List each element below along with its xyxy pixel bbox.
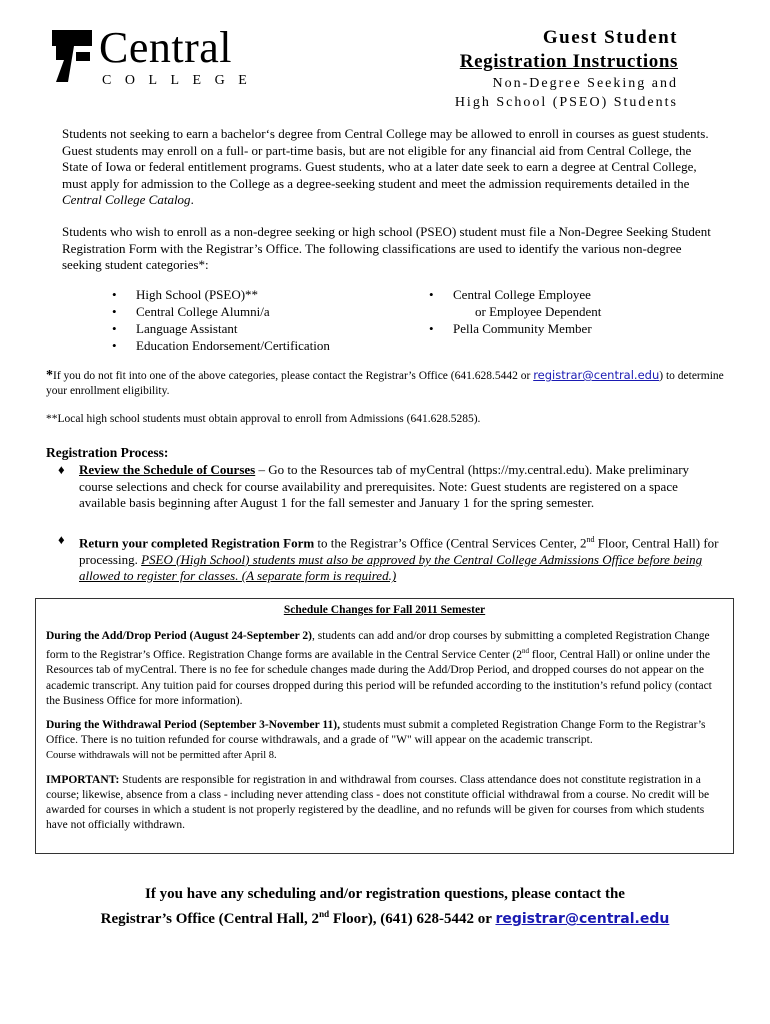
- bullet-icon: •: [429, 287, 434, 302]
- category-label: Language Assistant: [136, 321, 238, 336]
- category-label: Central College Alumni/a: [136, 304, 270, 319]
- pseo-requirement: PSEO (High School) students must also be approved by the Central College Admissions Office before being allowed to register for classes. (A separate form is required.): [79, 551, 703, 584]
- category-label: Pella Community Member: [453, 321, 592, 336]
- registration-process-heading: Registration Process:: [46, 445, 169, 460]
- bullet-icon: •: [429, 321, 434, 336]
- list-item: [112, 303, 392, 320]
- document-title: Guest Student: [542, 27, 678, 48]
- category-label: Education Endorsement/Certification: [136, 338, 330, 353]
- note-text-end: ) to determine your enrollment eligibility.: [46, 370, 724, 398]
- audience-line-2: High School (PSEO) Students: [454, 95, 678, 110]
- step-title: Review the Schedule of Courses: [79, 462, 256, 477]
- intro-period: .: [190, 192, 194, 208]
- bullet-icon: •: [112, 304, 117, 319]
- withdrawal-heading: During the Withdrawal Period (September 3-November 11),: [46, 719, 340, 732]
- intro-paragraph-2: Students who wish to enroll as a non-degree seeking or high school (PSEO) student must file a Non-Degree Seeking Student Registration Form with the Registrar’s Office. The following classifications are used to identify the various non-degree seeking student categories*:: [62, 224, 711, 273]
- footer-line-2: [30, 904, 740, 929]
- ordinal-suffix: nd: [319, 909, 330, 919]
- intro-paragraph-1: [62, 126, 712, 209]
- add-drop-paragraph: [46, 629, 723, 709]
- add-drop-text-continued: floor, Central Hall) or online under the Resources tab of myCentral. There is no fee for schedule changes made during the Add/Drop Period, and dropped courses do not appear on the academic transcript. Any tuition paid for courses dropped during this period will be refunded according to the institution’s refund policy (contact the Business Office for more information).: [46, 649, 712, 707]
- college-logo-icon: [52, 30, 92, 82]
- step-text: to the Registrar’s Office (Central Services Center, 2: [314, 535, 587, 551]
- bullet-icon: •: [112, 287, 117, 302]
- list-item: [112, 337, 392, 354]
- step-title: Return your completed Registration Form: [79, 535, 315, 551]
- category-label-continued: or Employee Dependent: [475, 304, 602, 319]
- registration-steps: [46, 462, 726, 585]
- bullet-icon: •: [112, 338, 117, 353]
- footer-line-1: If you have any scheduling and/or registration questions, please contact the: [145, 886, 625, 902]
- footer-text: Registrar’s Office (Central Hall, 2: [100, 911, 320, 927]
- ordinal-suffix: nd: [522, 647, 530, 656]
- logo-wordmark: Central: [99, 23, 233, 72]
- contact-footer: [30, 884, 740, 929]
- ordinal-suffix: nd: [586, 534, 595, 544]
- important-heading: IMPORTANT:: [46, 773, 120, 786]
- add-drop-text: , students can add and/or drop courses by submitting a completed Registration Change form to the Registrar’s Office. Registration Change forms are available in the Central Service Center (2: [46, 630, 710, 662]
- audience-line-1: Non-Degree Seeking and: [492, 76, 678, 91]
- footer-text-continued: Floor), (641) 628-5442 or: [329, 911, 496, 927]
- category-list-right: [429, 286, 719, 337]
- college-logo: [52, 23, 262, 92]
- step-return-form: [46, 532, 726, 585]
- eligibility-note: [46, 368, 726, 399]
- list-item: [112, 286, 392, 303]
- diamond-bullet-icon: ♦: [58, 531, 65, 547]
- important-text: Students are responsible for registration in and withdrawal from courses. Class attendance does not constitute registration in a course; likewise, absence from a class - including never attending class - does not constitute official withdrawal from a course. No credit will be awarded for courses in which a student is not properly registered by the deadline, and no refunds will be given for courses from which students have not officially withdrawn.: [46, 773, 710, 832]
- catalog-title: Central College Catalog: [62, 192, 191, 208]
- asterisk: *: [46, 368, 53, 383]
- schedule-changes-title: Schedule Changes for Fall 2011 Semester: [283, 604, 486, 616]
- footer-email-link[interactable]: registrar@central.edu: [495, 911, 670, 927]
- intro-text: Students not seeking to earn a bachelor‘s degree from Central College may be allowed to enroll in courses as guest students. Guest students may enroll on a full- or part-time basis, but are not eligible for any financial aid from Central College, the State of Iowa or federal entitlement programs. Guest students, who at a later date seek to earn a degree at Central College, must apply for admission to the College as a degree-seeking student and meet the admission requirements detailed in the: [62, 126, 709, 191]
- diamond-bullet-icon: ♦: [58, 462, 65, 477]
- registrar-email-link[interactable]: registrar@central.edu: [533, 368, 660, 382]
- note-text: If you do not fit into one of the above categories, please contact the Registrar’s Office (641.628.5442 or: [53, 370, 534, 382]
- step-review-schedule: [46, 462, 726, 512]
- step-text: – Go to the Resources tab of myCentral (https://my.central.edu). Make preliminary course selections and check for course availability and prerequisites. Note: Guest students are registered on a space available basis beginning after August 1 for the fall semester and January 1 for the spring semester.: [79, 462, 690, 511]
- document-header: [455, 26, 678, 112]
- step-text-continued: Floor, Central Hall) for processing.: [79, 535, 719, 567]
- category-list-left: [112, 286, 392, 354]
- schedule-changes-box: [35, 598, 734, 854]
- withdrawal-paragraph: [46, 718, 723, 764]
- list-item: [429, 286, 719, 320]
- high-school-note: **Local high school students must obtain approval to enroll from Admissions (641.628.5285).: [46, 413, 481, 425]
- category-label: High School (PSEO)**: [136, 287, 259, 302]
- important-paragraph: [46, 773, 723, 834]
- category-label: Central College Employee: [453, 287, 591, 302]
- list-item: [112, 320, 392, 337]
- logo-subtitle: COLLEGE: [102, 73, 261, 88]
- document-subtitle: Registration Instructions: [459, 51, 678, 72]
- bullet-icon: •: [112, 321, 117, 336]
- withdrawal-deadline-note: Course withdrawals will not be permitted after April 8.: [46, 750, 277, 762]
- withdrawal-text: students must submit a completed Registration Change Form to the Registrar’s Office. There is no tuition refunded for course withdrawals, and a grade of "W" will appear on the academic transcript.: [46, 719, 706, 747]
- add-drop-heading: During the Add/Drop Period (August 24-September 2): [46, 630, 312, 643]
- list-item: [429, 320, 719, 337]
